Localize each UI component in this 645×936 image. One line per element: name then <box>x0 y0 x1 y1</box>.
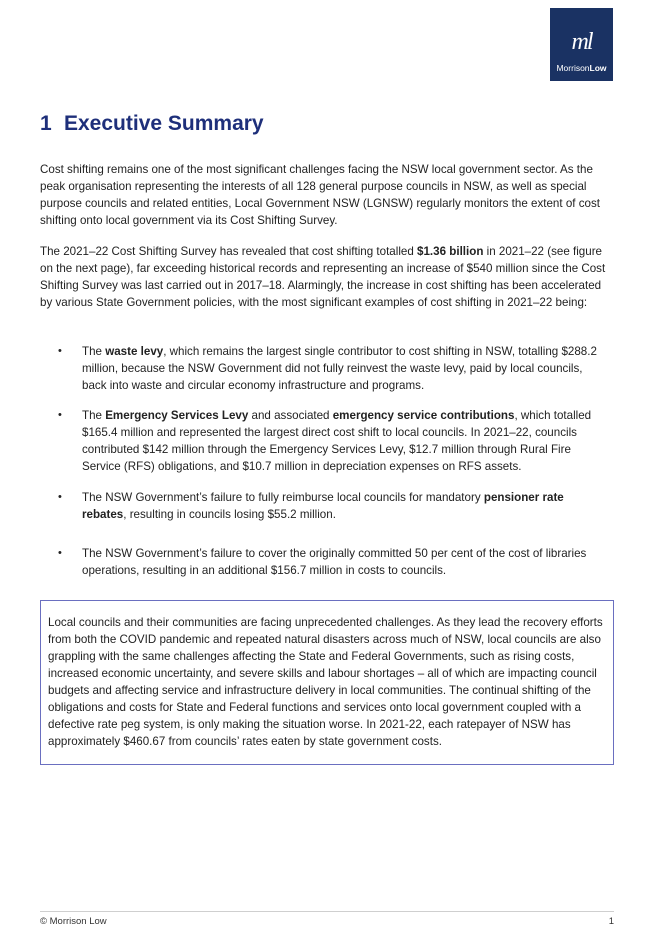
bullet-bold-term: Emergency Services Levy <box>105 409 249 422</box>
bullet-text-part: and associated <box>248 409 333 422</box>
callout-text: Local councils and their communities are facing unprecedented challenges. As they lead the recovery efforts from both the COVID pandemic and repeated natural disasters across much of NSW, local councils are also grappling with the same challenges affecting the State and Federal Governments, such as rising costs, increased economic uncertainty, and severe skills and labour shortages – all of which are impacting council budgets and affecting service and infrastructure delivery in local communities. The continual shifting of the obligations and costs for State and Federal functions and services onto local government coupled with a defective rate peg system, is only making the situation worse. In 2021-22, each ratepayer of NSW has approximately $460.67 from councils’ rates eaten by state government costs. <box>48 616 603 748</box>
bullet-text-part: The <box>82 345 106 358</box>
findings-text-2: in 2021–22 (see figure on the next page), far exceeding historical records and representing an increase of $540 million since the Cost Shifting Survey was last carried out in 2017–18. Alarmingly, the increase in cost shifting has been accelerated by various State Government policies, with the most significant examples of cost shifting in 2021–22 being: <box>40 245 606 309</box>
section-heading <box>40 111 264 137</box>
bullet-text <box>82 489 607 523</box>
logo-text-light: Morrison <box>556 63 590 73</box>
findings-paragraph <box>40 243 615 311</box>
bullet-marker: • <box>58 547 62 559</box>
bullet-marker: • <box>58 491 62 503</box>
bullet-text <box>82 407 607 475</box>
findings-text-1: The 2021–22 Cost Shifting Survey has revealed that cost shifting totalled <box>40 245 418 258</box>
logo-wordmark <box>550 63 613 73</box>
bullet-text <box>82 343 607 394</box>
bullet-text-part: , which remains the largest single contributor to cost shifting in NSW, totalling $288.2 million, because the NSW Government did not fully reinvest the waste levy, paid by local councils, back into waste and circular economy infrastructure and programs. <box>82 345 597 392</box>
bullet-text-part: The <box>82 409 106 422</box>
logo-mark: ml <box>571 29 592 55</box>
intro-paragraph: Cost shifting remains one of the most significant challenges facing the NSW local government sector. As the peak organisation representing the interests of all 128 general purpose councils in NSW, as well as special purpose councils and related entities, Local Government NSW (LGNSW) regularly monitors the extent of cost shifting onto local government via its Cost Shifting Survey. <box>40 163 600 227</box>
logo-text-bold: Low <box>589 63 607 73</box>
bullet-marker: • <box>58 409 62 421</box>
bullet-text: The NSW Government’s failure to cover the originally committed 50 per cent of the cost of libraries operations, resulting in an additional $156.7 million in costs to councils. <box>82 547 587 577</box>
section-number: 1 <box>40 112 52 135</box>
footer-divider <box>40 911 614 912</box>
callout-box <box>40 600 614 765</box>
footer-copyright: © Morrison Low <box>40 916 107 927</box>
total-cost-figure: $1.36 billion <box>417 245 484 258</box>
section-title: Executive Summary <box>64 112 264 135</box>
bullet-bold-term: pensioner rate rebates <box>82 491 564 521</box>
bullet-marker: • <box>58 345 62 357</box>
bullet-text-part: The NSW Government’s failure to fully reimburse local councils for mandatory <box>82 491 484 504</box>
bullet-text-part: , which totalled $165.4 million and represented the largest direct cost shift to local councils. In 2021–22, councils contributed $142 million through the Emergency Services Levy, $12.7 million through Rural Fire Service (RFS) obligations, and $10.7 million in depreciation expenses on RFS assets. <box>82 409 592 473</box>
page-number: 1 <box>608 916 614 927</box>
bullet-bold-term: waste levy <box>105 345 164 358</box>
bullet-bold-term: emergency service contributions <box>332 409 515 422</box>
bullet-text-part: , resulting in councils losing $55.2 million. <box>123 508 336 521</box>
morrison-low-logo <box>550 8 613 81</box>
